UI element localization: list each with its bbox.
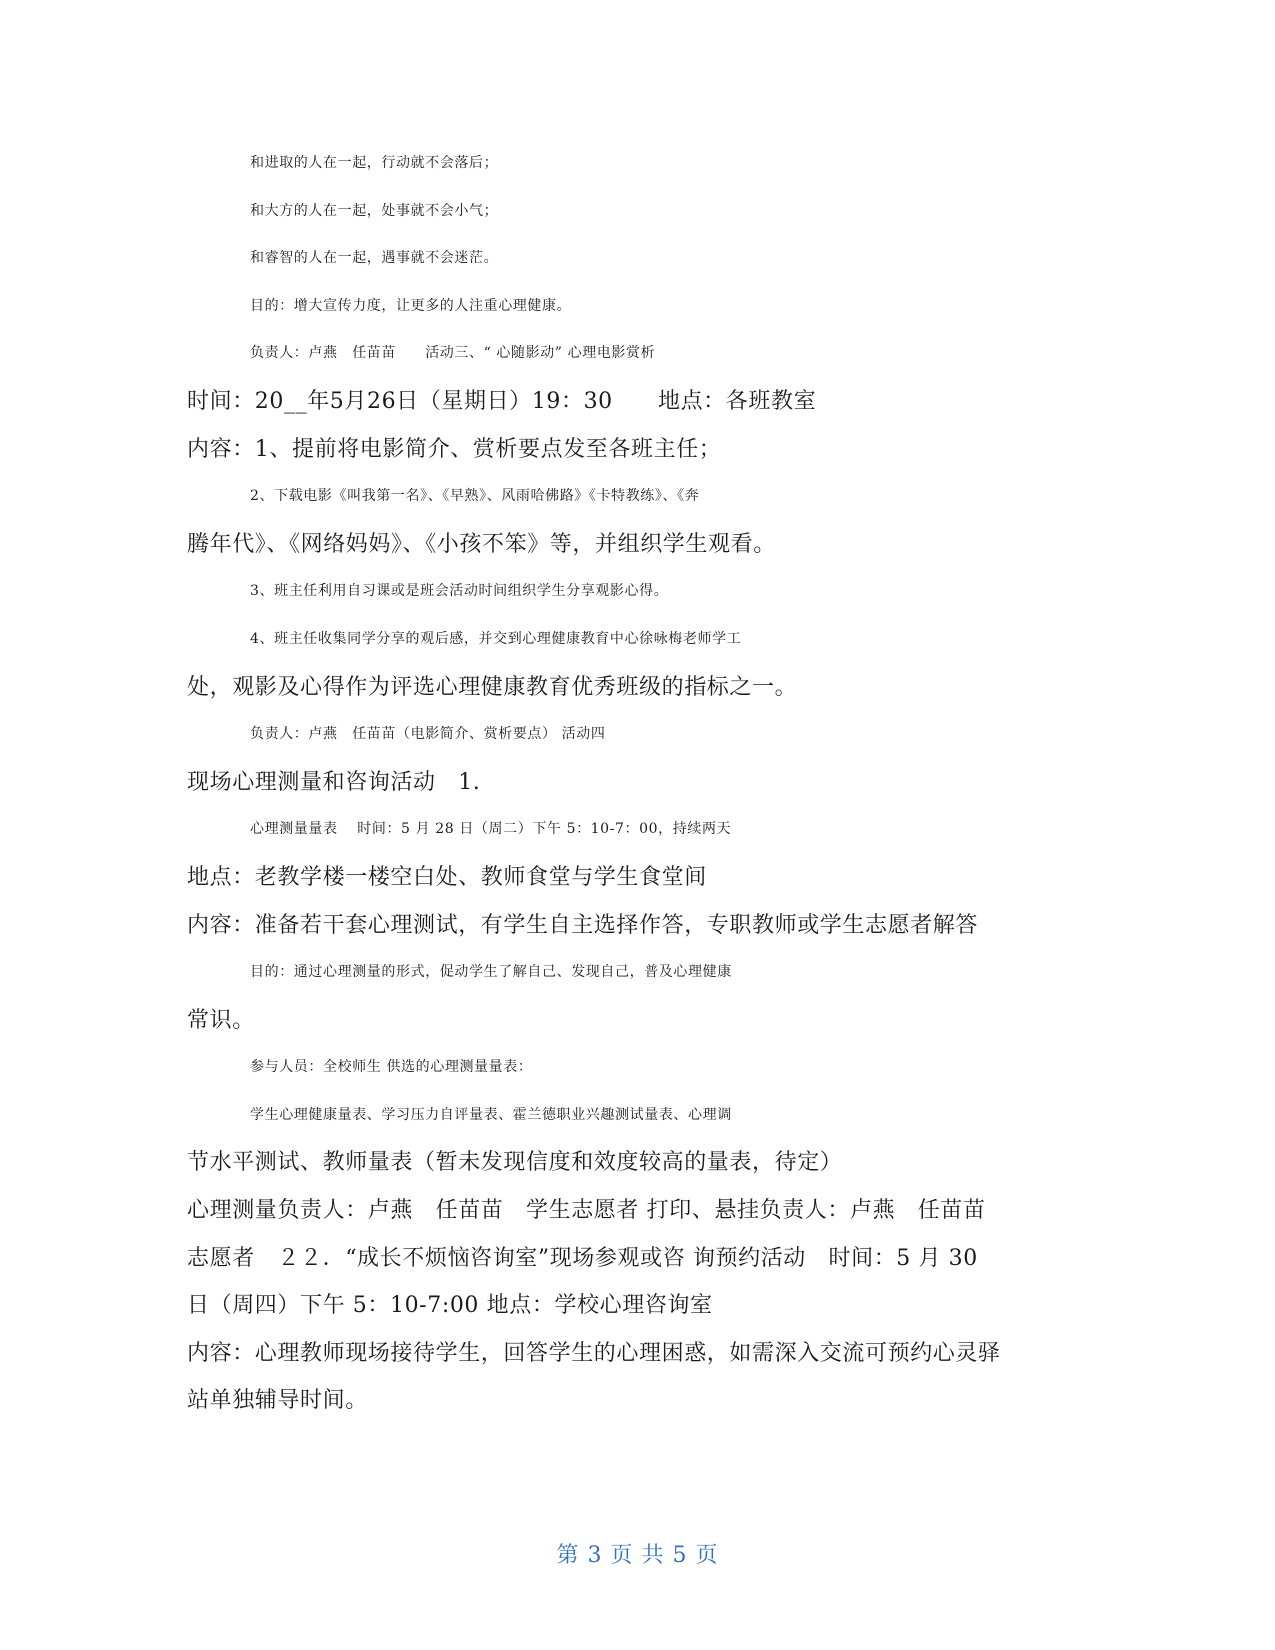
text-line: 3、班主任利用自习课或是班会活动时间组织学生分享观影心得。 bbox=[250, 583, 669, 600]
text-line: 内容：准备若干套心理测试，有学生自主选择作答，专职教师或学生志愿者解答 bbox=[187, 912, 979, 938]
text-line: 学生心理健康量表、学习压力自评量表、霍兰德职业兴趣测试量表、心理调 bbox=[250, 1106, 732, 1123]
text-line: 处，观影及心得作为评选心理健康教育优秀班级的指标之一。 bbox=[187, 674, 798, 700]
text-line: 参与人员：全校师生 供选的心理测量量表： bbox=[250, 1059, 533, 1076]
text-line: 和睿智的人在一起，遇事就不会迷茫。 bbox=[250, 250, 499, 267]
text-line: 目的：增大宣传力度，让更多的人注重心理健康。 bbox=[250, 297, 572, 314]
text-line: 现场心理测量和咨询活动 1. bbox=[187, 769, 481, 795]
text-line: 和进取的人在一起，行动就不会落后； bbox=[250, 155, 499, 171]
text-line: 节水平测试、教师量表（暂未发现信度和效度较高的量表，待定） bbox=[187, 1150, 843, 1176]
text-line: 时间：20__年5月26日（星期日）19：30 地点：各班教室 bbox=[187, 388, 817, 414]
text-line: 心理测量量表 时间：5 月 28 日（周二）下午 5：10-7：00，持续两天 bbox=[250, 821, 732, 838]
text-line: 内容：1、提前将电影简介、赏析要点发至各班主任； bbox=[187, 436, 722, 462]
text-line: 腾年代》、《网络妈妈》、《小孩不笨》等，并组织学生观看。 bbox=[187, 531, 776, 557]
text-line: 地点：老教学楼一楼空白处、教师食堂与学生食堂间 bbox=[187, 864, 707, 890]
text-line: 目的：通过心理测量的形式，促动学生了解自己、发现自己，普及心理健康 bbox=[250, 964, 732, 981]
text-line: 常识。 bbox=[187, 1007, 255, 1033]
text-line: 志愿者 ２２．“成长不烦恼咨询室”现场参观或咨 询预约活动 时间：5 月 30 bbox=[187, 1245, 978, 1271]
text-line: 负责人：卢燕 任苗苗 活动三、“ 心随影动” 心理电影赏析 bbox=[250, 345, 656, 362]
text-line: 内容：心理教师现场接待学生，回答学生的心理困惑，如需深入交流可预约心灵驿 bbox=[187, 1340, 1001, 1366]
text-line: 站单独辅导时间。 bbox=[187, 1388, 368, 1414]
text-line: 4、班主任收集同学分享的观后感，并交到心理健康教育中心徐咏梅老师学工 bbox=[250, 630, 742, 647]
text-line: 负责人：卢燕 任苗苗（电影简介、赏析要点） 活动四 bbox=[250, 726, 606, 743]
text-line: 2、下载电影《叫我第一名》、《早熟》、风雨哈佛路》《卡特教练》、《奔 bbox=[250, 488, 700, 505]
text-line: 日（周四）下午 5：10-7:00 地点：学校心理咨询室 bbox=[187, 1293, 713, 1319]
text-line: 心理测量负责人：卢燕 任苗苗 学生志愿者 打印、悬挂负责人：卢燕 任苗苗 bbox=[187, 1198, 986, 1224]
document-body bbox=[187, 140, 1087, 1425]
text-line: 和大方的人在一起，处事就不会小气； bbox=[250, 202, 499, 219]
page-footer: 第 3 页 共 5 页 bbox=[556, 1543, 719, 1568]
